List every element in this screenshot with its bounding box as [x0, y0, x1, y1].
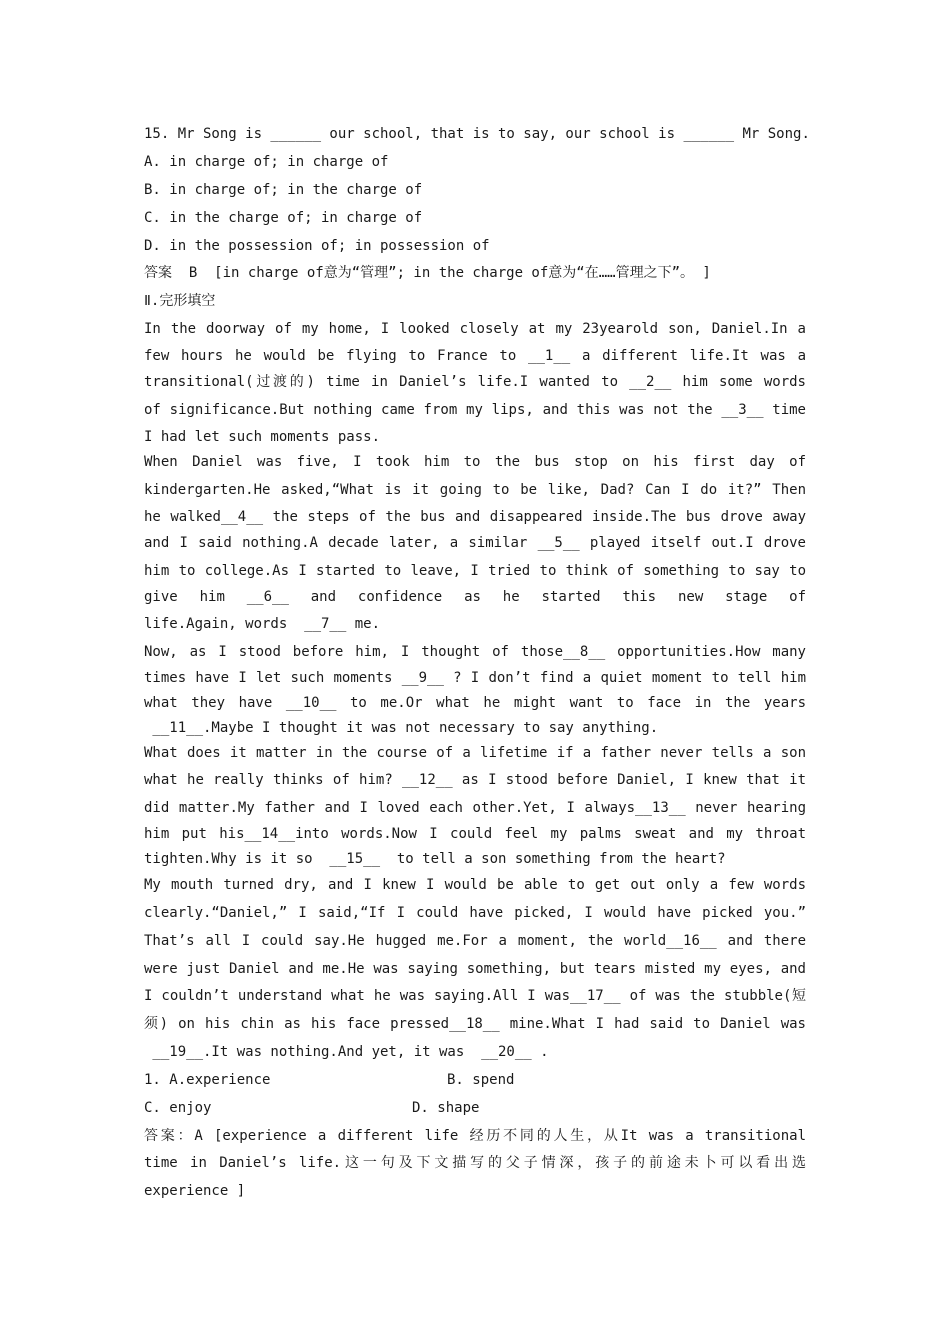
passage-line: My mouth turned dry, and I knew I would be able to get out only a few words — [144, 877, 806, 893]
passage-line: kindergarten.He asked,“What is it going to be like, Dad? Can I do it?” Then — [144, 482, 806, 498]
passage-line: What does it matter in the course of a lifetime if a father never tells a son — [144, 745, 806, 761]
passage-line: clearly.“Daniel,” I said,“If I could have picked, I would have picked you.” — [144, 905, 806, 921]
passage-line: of significance.But nothing came from my lips, and this was not the __3__ time — [144, 402, 806, 418]
passage-line: __11__.Maybe I thought it was not necessary to say anything. — [144, 720, 659, 736]
passage-line: few hours he would be flying to France to __1__ a different life.It was a — [144, 348, 806, 364]
option-c: C. in the charge of; in charge of — [144, 210, 423, 226]
passage-line: That’s all I could say.He hugged me.For a moment, the world__16__ and there — [144, 933, 806, 949]
passage-line: and I said nothing.A decade later, a similar __5__ played itself out.I drove — [144, 535, 806, 551]
passage-line: him to college.As I started to leave, I tried to think of something to say to — [144, 563, 806, 579]
answer-15: 答案 B [in charge of意为“管理”; in the charge of意为“在……管理之下”。 ] — [144, 265, 711, 281]
passage-line: life.Again, words __7__ me. — [144, 616, 381, 632]
q1-option-c: C. enjoy — [144, 1100, 212, 1116]
passage-line: times have I let such moments __9__ ? I don’t find a quiet moment to tell him — [144, 670, 806, 686]
q1-option-b: B. spend — [447, 1072, 515, 1088]
answer-1-line: 答案：A [experience a different life 经历不同的人生，从It was a transitional — [144, 1128, 806, 1144]
passage-line: did matter.My father and I loved each other.Yet, I always__13__ never hearing — [144, 800, 806, 816]
passage-line: transitional(过渡的) time in Daniel’s life.I wanted to __2__ him some words — [144, 374, 806, 390]
passage-line: were just Daniel and me.He was saying something, but tears misted my eyes, and — [144, 961, 806, 977]
passage-line: I couldn’t understand what he was saying.All I was__17__ of was the stubble(短 — [144, 988, 806, 1004]
passage-line: give him __6__ and confidence as he started this new stage of — [144, 589, 806, 605]
answer-1-line: experience ] — [144, 1183, 246, 1199]
passage-line: __19__.It was nothing.And yet, it was __20__ . — [144, 1044, 549, 1060]
passage-line: I had let such moments pass. — [144, 429, 381, 445]
q1-option-d: D. shape — [412, 1100, 480, 1116]
passage-line: 须) on his chin as his face pressed__18__ mine.What I had said to Daniel was — [144, 1016, 806, 1032]
section-title: Ⅱ.完形填空 — [144, 293, 216, 309]
answer-1-line: time in Daniel’s life.这一句及下文描写的父子情深，孩子的前途未卜可以看出选 — [144, 1155, 806, 1171]
option-d: D. in the possession of; in possession of — [144, 238, 490, 254]
option-b: B. in charge of; in the charge of — [144, 182, 423, 198]
passage-line: tighten.Why is it so __15__ to tell a son something from the heart? — [144, 851, 726, 867]
passage-line: what they have __10__ to me.Or what he might want to face in the years — [144, 695, 806, 711]
passage-line: In the doorway of my home, I looked closely at my 23yearold son, Daniel.In a — [144, 321, 806, 337]
option-a: A. in charge of; in charge of — [144, 154, 389, 170]
q1-option-a: 1. A.experience — [144, 1072, 271, 1088]
passage-line: what he really thinks of him? __12__ as I stood before Daniel, I knew that it — [144, 772, 806, 788]
passage-line: him put his__14__into words.Now I could feel my palms sweat and my throat — [144, 826, 806, 842]
passage-line: Now, as I stood before him, I thought of those__8__ opportunities.How many — [144, 644, 806, 660]
passage-line: he walked__4__ the steps of the bus and disappeared inside.The bus drove away — [144, 509, 806, 525]
question-15-stem: 15. Mr Song is ______ our school, that is to say, our school is ______ Mr Song. — [144, 126, 810, 142]
passage-line: When Daniel was five, I took him to the bus stop on his first day of — [144, 454, 806, 470]
